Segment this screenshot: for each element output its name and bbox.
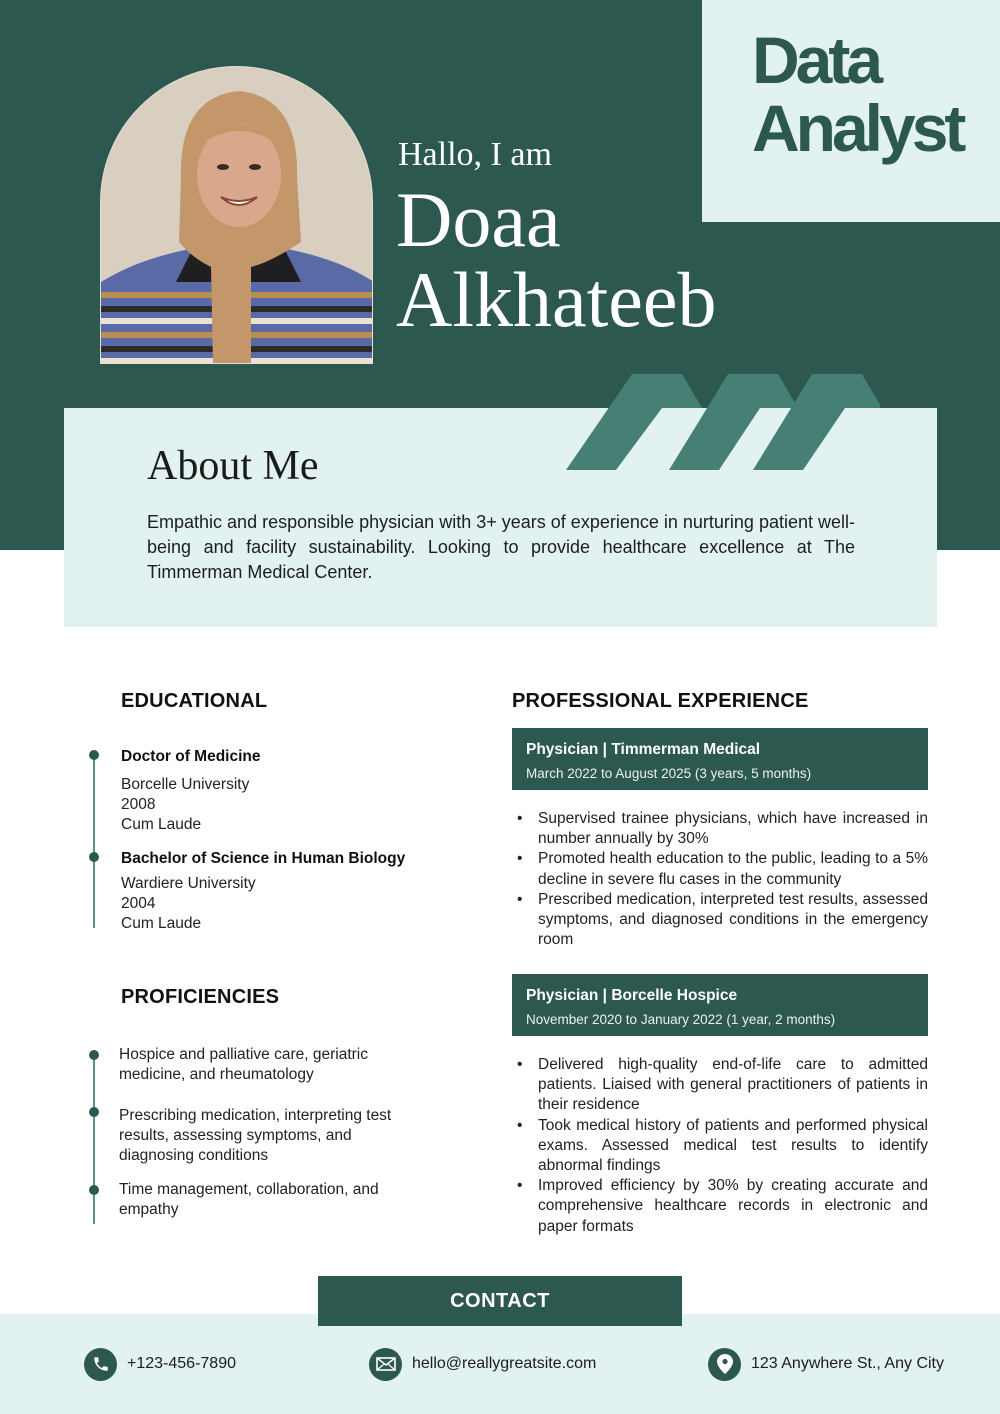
contact-phone [84, 1347, 236, 1381]
portrait-illustration [101, 67, 373, 364]
proficiency-item: Hospice and palliative care, geriatric medicine, and rheumatology [119, 1046, 368, 1083]
profile-photo [100, 66, 373, 364]
job-dates: March 2022 to August 2025 (3 years, 5 months) [526, 766, 812, 781]
job-bullet: • Supervised trainee physicians, which have increased in number annually by 30% [512, 809, 928, 849]
street-address: 123 Anywhere St., Any City [751, 1355, 944, 1372]
phone-number[interactable]: +123-456-7890 [127, 1355, 236, 1372]
timeline-dot [89, 750, 99, 760]
decorative-chevrons [560, 372, 880, 472]
job-header [512, 728, 928, 790]
role-title-box [702, 0, 1000, 222]
job-dates: November 2020 to January 2022 (1 year, 2 months) [526, 1012, 836, 1027]
degree-title: Doctor of Medicine [121, 748, 261, 765]
proficiencies-heading: PROFICIENCIES [121, 986, 280, 1008]
job-bullet: • Delivered high-quality end-of-life care to admitted patients. Liaised with general practitioners of patients in their residence [512, 1055, 928, 1116]
timeline-dot [89, 1107, 99, 1117]
job-bullet: • Promoted health education to the public, leading to a 5% decline in severe flu cases in the community [512, 849, 928, 889]
email-address[interactable]: hello@reallygreatsite.com [412, 1355, 597, 1372]
job-bullet: • Improved efficiency by 30% by creating accurate and comprehensive healthcare records in electronic and paper formats [512, 1176, 928, 1237]
about-text: Empathic and responsible physician with 3+ years of experience in nurturing patient well-being and facility sustainability. Looking to provide healthcare excellence at The Timmerman Medical Center. [147, 512, 855, 582]
education-heading: EDUCATIONAL [121, 690, 268, 712]
graduation-year: 2004 [121, 895, 156, 912]
first-name: Doaa [396, 176, 561, 263]
location-pin-icon [708, 1348, 741, 1381]
job-header [512, 974, 928, 1036]
job-title: Physician | Borcelle Hospice [526, 987, 738, 1004]
mail-icon [369, 1348, 402, 1381]
school-name: Borcelle University [121, 776, 250, 793]
about-title: About Me [147, 443, 319, 489]
education-item [121, 747, 261, 835]
timeline-dot [89, 852, 99, 862]
timeline-dot [89, 1185, 99, 1195]
job-bullet-list [512, 1055, 928, 1237]
proficiency-item: Time management, collaboration, and empathy [119, 1181, 379, 1218]
greeting-text: Hallo, I am [398, 136, 552, 173]
contact-email [369, 1347, 596, 1381]
education-timeline [93, 755, 95, 928]
contact-address [708, 1347, 944, 1381]
education-item [121, 849, 405, 934]
honor: Cum Laude [121, 816, 202, 833]
graduation-year: 2008 [121, 796, 156, 813]
experience-heading: PROFESSIONAL EXPERIENCE [512, 690, 809, 712]
honor: Cum Laude [121, 915, 202, 932]
full-name [396, 176, 717, 343]
job-bullet: • Took medical history of patients and performed physical exams. Assessed medical test results to identify abnormal findings [512, 1116, 928, 1177]
role-title-line-2: Analyst [752, 91, 963, 165]
proficiencies-timeline [93, 1054, 95, 1224]
role-title-line-1: Data [752, 23, 880, 97]
role-title [752, 23, 963, 165]
last-name: Alkhateeb [396, 256, 717, 343]
job-bullet-list [512, 809, 928, 950]
contact-heading: CONTACT [318, 1276, 682, 1326]
phone-icon [84, 1348, 117, 1381]
timeline-dot [89, 1050, 99, 1060]
job-bullet: • Prescribed medication, interpreted test results, assessed symptoms, and diagnosed conditions in the emergency room [512, 890, 928, 951]
job-title: Physician | Timmerman Medical [526, 741, 761, 758]
proficiency-item: Prescribing medication, interpreting test results, assessing symptoms, and diagnosing conditions [119, 1107, 392, 1164]
degree-title: Bachelor of Science in Human Biology [121, 850, 406, 867]
school-name: Wardiere University [121, 875, 256, 892]
